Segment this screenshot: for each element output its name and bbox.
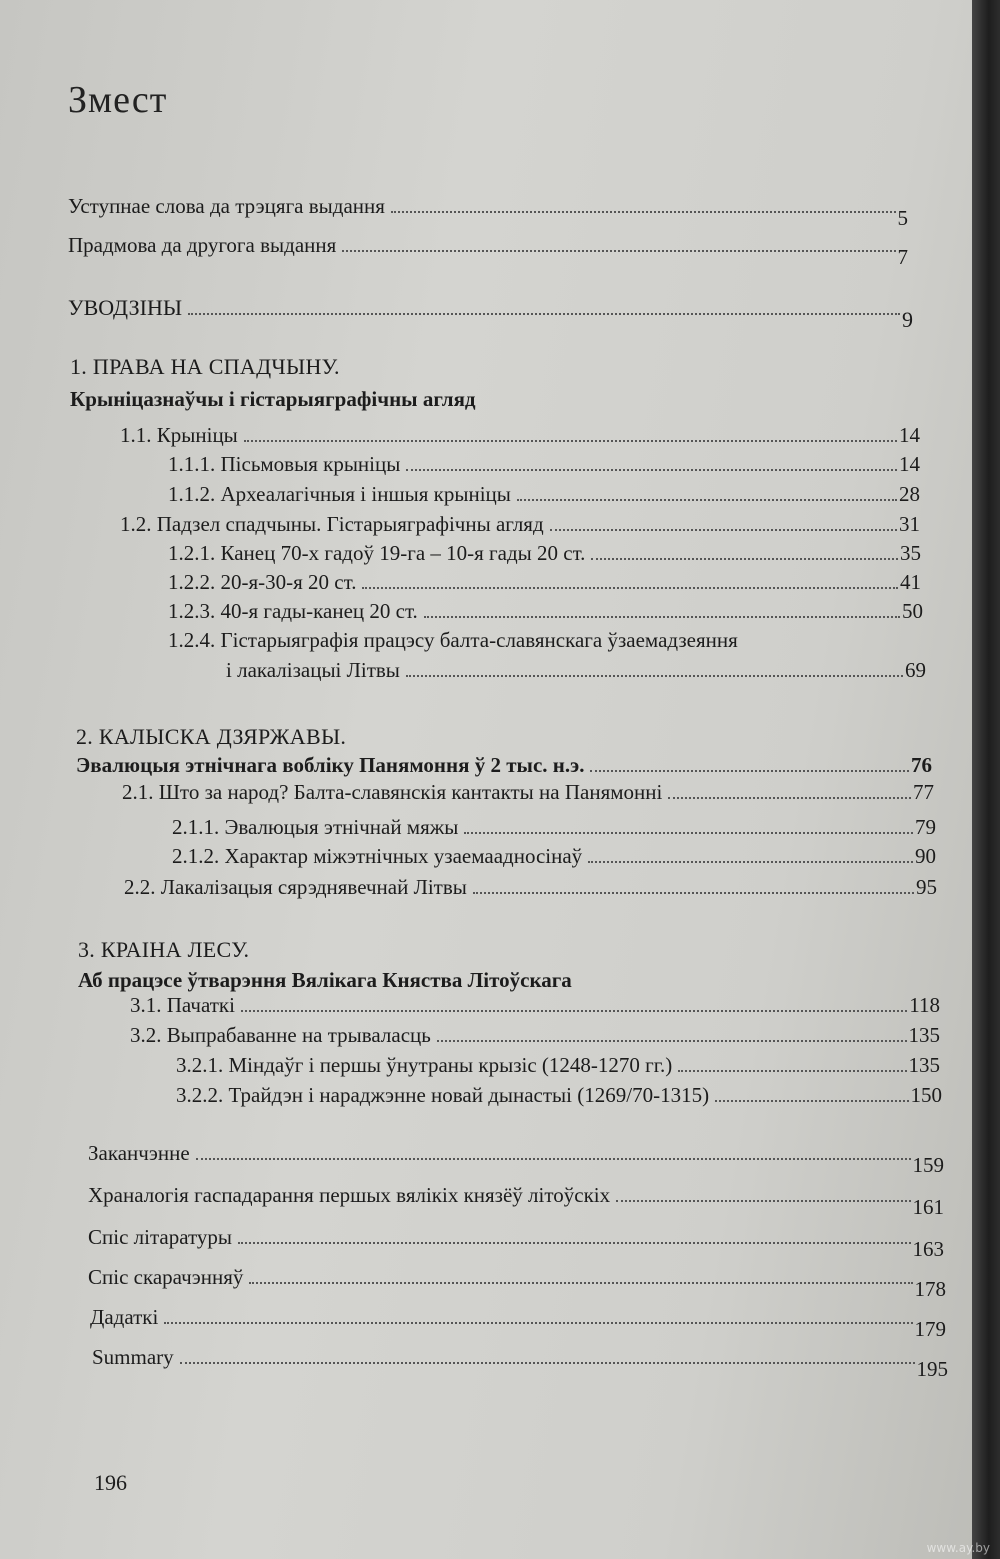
toc-entry xyxy=(124,874,937,900)
entry-page: 31 xyxy=(899,512,920,536)
toc-entry xyxy=(168,540,921,566)
dot-leader xyxy=(678,1070,906,1072)
toc-entry xyxy=(130,1022,940,1048)
entry-page: 79 xyxy=(915,815,936,839)
entry-page: 14 xyxy=(899,423,920,447)
entry-title: УВОДЗІНЫ xyxy=(68,295,183,320)
entry-page: 178 xyxy=(914,1277,946,1301)
dot-leader xyxy=(244,440,897,442)
entry-title: 2.1. Што за народ? Балта-славянскія кантакты на Панямонні xyxy=(122,780,663,804)
entry-title: 1.2.4. Гістарыяграфія працэсу балта-славянскага ўзаемадзеяння xyxy=(168,628,738,652)
toc-entry xyxy=(168,598,923,624)
entry-page: 179 xyxy=(914,1317,946,1341)
dot-leader xyxy=(550,529,897,531)
entry-page: 159 xyxy=(912,1153,944,1177)
dot-leader xyxy=(590,770,909,772)
entry-page: 135 xyxy=(908,1053,940,1077)
entry-title: 3.1. Пачаткі xyxy=(130,993,235,1017)
entry-page: 163 xyxy=(912,1237,944,1261)
entry-title: Эвалюцыя этнічнага вобліку Панямоння ў 2 тыс. н.э. xyxy=(76,753,585,777)
entry-page: 95 xyxy=(916,875,937,899)
toc-entry xyxy=(88,1224,944,1261)
entry-title: 3.2.2. Трайдэн і нараджэнне новай дынастыі (1269/70-1315) xyxy=(176,1083,710,1107)
entry-title: 1.2. Падзел спадчыны. Гістарыяграфічны агляд xyxy=(120,512,544,536)
dot-leader xyxy=(180,1362,915,1364)
dot-leader xyxy=(164,1322,912,1324)
toc-entry xyxy=(226,657,926,683)
dot-leader xyxy=(437,1040,907,1042)
entry-page: 14 xyxy=(899,452,920,476)
dot-leader xyxy=(473,892,914,894)
entry-page: 41 xyxy=(900,570,921,594)
entry-page: 5 xyxy=(897,206,908,230)
entry-page: 118 xyxy=(909,993,940,1017)
dot-leader xyxy=(188,313,900,315)
toc-entry xyxy=(88,1264,946,1301)
toc-entry xyxy=(176,1082,942,1108)
page-number: 196 xyxy=(94,1470,127,1495)
toc-entry xyxy=(90,1304,946,1341)
book-binding xyxy=(972,0,1000,1559)
toc-entry xyxy=(168,481,920,507)
toc-entry xyxy=(92,1344,948,1381)
entry-title: 1.2.2. 20-я-30-я 20 ст. xyxy=(168,570,357,594)
toc-entry xyxy=(68,193,908,230)
toc-entry xyxy=(176,1052,940,1078)
entry-page: 76 xyxy=(911,753,932,777)
entry-title: Спіс літаратуры xyxy=(88,1225,233,1249)
toc-entry xyxy=(172,843,936,869)
entry-page: 7 xyxy=(897,245,908,269)
section-subheading: Аб працэсе ўтварэння Вялікага Княства Літоўскага xyxy=(78,968,572,992)
dot-leader xyxy=(391,211,896,213)
toc-entry xyxy=(68,232,908,269)
dot-leader xyxy=(406,675,903,677)
toc-entry xyxy=(172,814,936,840)
entry-title: 1.1.2. Археалагічныя і іншыя крыніцы xyxy=(168,482,511,506)
entry-title: 1.2.1. Канец 70-х гадоў 19-га – 10-я гады 20 ст. xyxy=(168,541,586,565)
entry-page: 150 xyxy=(910,1083,942,1107)
entry-title: 2.1.2. Характар міжэтнічных узаемаадносінаў xyxy=(172,844,583,868)
entry-title: 2.2. Лакалізацыя сярэднявечнай Літвы xyxy=(124,875,467,899)
toc-entry xyxy=(130,992,940,1018)
entry-title: Дадаткі xyxy=(90,1305,159,1329)
dot-leader xyxy=(424,616,900,618)
entry-title: 2.1.1. Эвалюцыя этнічнай мяжы xyxy=(172,815,459,839)
toc-title: Змест xyxy=(68,79,168,121)
entry-page: 28 xyxy=(899,482,920,506)
dot-leader xyxy=(616,1200,910,1202)
entry-title: Summary xyxy=(92,1345,174,1369)
toc-entry xyxy=(120,422,920,448)
entry-title: 1.1.1. Пісьмовыя крыніцы xyxy=(168,452,401,476)
entry-title: Уступнае слова да трэцяга выдання xyxy=(68,194,385,218)
dot-leader xyxy=(362,587,898,589)
dot-leader xyxy=(238,1242,910,1244)
entry-page: 195 xyxy=(916,1357,948,1381)
dot-leader xyxy=(406,469,897,471)
entry-page: 135 xyxy=(908,1023,940,1047)
dot-leader xyxy=(591,558,898,560)
dot-leader xyxy=(241,1010,907,1012)
section-heading: 3. КРАІНА ЛЕСУ. xyxy=(78,937,250,962)
entry-title: Прадмова да другога выдання xyxy=(68,233,337,257)
section-subheading: Крыніцазнаўчы і гістарыяграфічны агляд xyxy=(70,387,476,411)
entry-page: 161 xyxy=(912,1195,944,1219)
dot-leader xyxy=(464,832,913,834)
entry-page: 50 xyxy=(902,599,923,623)
dot-leader xyxy=(249,1282,912,1284)
dot-leader xyxy=(668,797,911,799)
watermark-text: www.ay.by xyxy=(926,1541,990,1555)
entry-title: 1.1. Крыніцы xyxy=(120,423,238,447)
toc-entry xyxy=(76,752,932,778)
section-heading: 2. КАЛЫСКА ДЗЯРЖАВЫ. xyxy=(76,724,347,749)
entry-page: 9 xyxy=(902,307,913,332)
entry-title: 3.2. Выпрабаванне на трываласць xyxy=(130,1023,431,1047)
dot-leader xyxy=(196,1158,911,1160)
toc-entry xyxy=(88,1182,944,1219)
toc-entry xyxy=(168,451,920,477)
dot-leader xyxy=(588,861,913,863)
entry-page: 77 xyxy=(913,780,934,804)
entry-title: 3.2.1. Міндаўг і першы ўнутраны крызіс (1248-1270 гг.) xyxy=(176,1053,673,1077)
dot-leader xyxy=(517,499,897,501)
entry-title: Заканчэнне xyxy=(88,1141,190,1165)
entry-title: Храналогія гаспадарання першых вялікіх князёў літоўскіх xyxy=(88,1183,611,1207)
toc-entry xyxy=(122,779,934,805)
entry-page: 69 xyxy=(905,658,926,682)
toc-entry xyxy=(88,1140,944,1177)
entry-page: 35 xyxy=(900,541,921,565)
entry-title: Спіс скарачэнняў xyxy=(88,1265,244,1289)
entry-title-continuation: і лакалізацыі Літвы xyxy=(226,658,400,682)
dot-leader xyxy=(715,1100,908,1102)
toc-entry xyxy=(68,295,913,332)
section-heading: 1. ПРАВА НА СПАДЧЫНУ. xyxy=(70,354,340,379)
toc-entry xyxy=(168,569,921,595)
dot-leader xyxy=(342,250,895,252)
entry-page: 90 xyxy=(915,844,936,868)
toc-entry xyxy=(120,511,920,537)
entry-title: 1.2.3. 40-я гады-канец 20 ст. xyxy=(168,599,418,623)
